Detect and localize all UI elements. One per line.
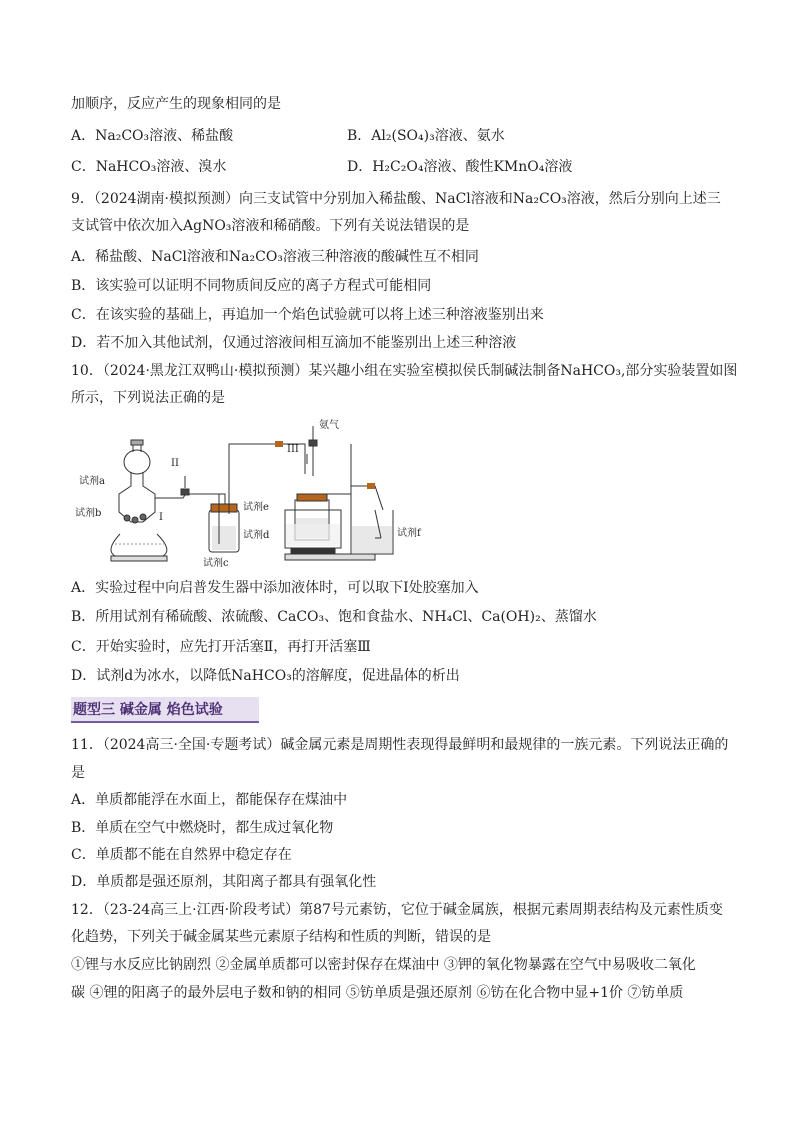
q10-stem-line1: 10．（2024·黑龙江双鸭山·模拟预测）某兴趣小组在实验室模拟侯氏制碱法制备NaHCO₃,部分实验装置如图: [71, 363, 738, 379]
q11-stem-line2: 是: [71, 765, 85, 781]
q9-option-c: C．在该实验的基础上，再追加一个焰色试验就可以将上述三种溶液鉴别出来: [71, 307, 544, 323]
section-header: [71, 697, 259, 723]
q12-items-line2: 碳 ④锂的阳离子的最外层电子数和钠的相同 ⑤钫单质是强还原剂 ⑥钫在化合物中显+1价 ⑦钫单质: [71, 985, 684, 1001]
label-ammonia: 氨气: [319, 420, 339, 431]
apparatus-figure: [75, 414, 460, 572]
label-reagent-e: 试剂e: [243, 502, 269, 513]
q11-stem-line1: 11．（2024高三·全国·专题考试）碱金属元素是周期性表现得最鲜明和最规律的一族元素。下列说法正确的: [71, 737, 729, 753]
q10-option-a: A．实验过程中向启普发生器中添加液体时，可以取下Ⅰ处胶塞加入: [71, 580, 479, 596]
kipp-generator: [111, 440, 167, 561]
beaker-f: [351, 510, 393, 554]
q10-option-b: B．所用试剂有稀硫酸、浓硫酸、CaCO₃、饱和食盐水、NH₄Cl、Ca(OH)₂、蒸馏水: [71, 609, 597, 625]
label-reagent-d: 试剂d: [243, 530, 270, 541]
label-reagent-a: 试剂a: [79, 476, 105, 487]
label-reagent-c: 试剂c: [203, 558, 229, 569]
q10-stem-line2: 所示，下列说法正确的是: [71, 390, 225, 406]
label-reagent-b: 试剂b: [75, 508, 102, 519]
label-valve-1: I: [159, 512, 163, 523]
q8-option-b: B．Al₂(SO₄)₃溶液、氨水: [347, 128, 505, 144]
q9-option-b: B．该实验可以证明不同物质间反应的离子方程式可能相同: [71, 278, 432, 294]
q10-option-c: C．开始实验时，应先打开活塞Ⅱ，再打开活塞Ⅲ: [71, 639, 371, 655]
q12-items-line1: ①锂与水反应比钠剧烈 ②金属单质都可以密封保存在煤油中 ③钾的氧化物暴露在空气中易吸收二氧化: [71, 957, 696, 973]
label-valve-2: II: [171, 458, 179, 469]
q12-stem-line2: 化趋势，下列关于碱金属某些元素原子结构和性质的判断，错误的是: [71, 929, 491, 945]
label-valve-3: III: [287, 444, 299, 455]
q9-option-d: D．若不加入其他试剂，仅通过溶液间相互滴加不能鉴别出上述三种溶液: [71, 335, 517, 351]
q8-option-a: A．Na₂CO₃溶液、稀盐酸: [71, 128, 234, 144]
q10-option-d: D．试剂d为冰水，以降低NaHCO₃的溶解度，促进晶体的析出: [71, 668, 460, 684]
q8-stem-tail: 加顺序，反应产生的现象相同的是: [71, 96, 281, 112]
label-reagent-f: 试剂f: [397, 528, 421, 539]
q11-option-a: A．单质都能浮在水面上，都能保存在煤油中: [71, 792, 348, 808]
section-title: 题型三 碱金属 焰色试验: [73, 702, 223, 718]
q11-option-c: C．单质都不能在自然界中稳定存在: [71, 847, 292, 863]
reactor-vessel: [285, 494, 341, 554]
q9-stem-line2: 支试管中依次加入AgNO₃溶液和稀硝酸。下列有关说法错误的是: [71, 218, 470, 234]
q11-option-b: B．单质在空气中燃烧时，都生成过氧化物: [71, 820, 334, 836]
q8-option-d: D．H₂C₂O₄溶液、酸性KMnO₄溶液: [347, 159, 573, 175]
q9-option-a: A．稀盐酸、NaCl溶液和Na₂CO₃溶液三种溶液的酸碱性互不相同: [71, 249, 479, 265]
q11-option-d: D．单质都是强还原剂，其阳离子都具有强氧化性: [71, 874, 377, 890]
q12-stem-line1: 12．（23-24高三上·江西·阶段考试）第87号元素钫，它位于碱金属族，根据元素周期表结构及元素性质变: [71, 902, 723, 918]
q8-option-c: C．NaHCO₃溶液、溴水: [71, 159, 227, 175]
q9-stem-line1: 9．（2024湖南·模拟预测）向三支试管中分别加入稀盐酸、NaCl溶液和Na₂CO₃溶液，然后分别向上述三: [71, 191, 721, 207]
